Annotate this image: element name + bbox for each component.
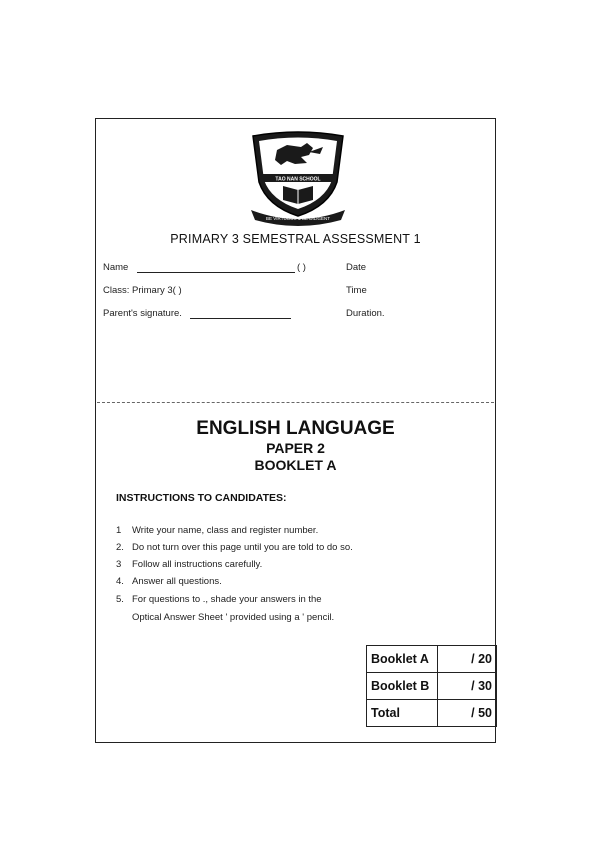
- class-label: Class: Primary 3( ): [103, 285, 182, 296]
- instruction-number: 1: [116, 525, 122, 536]
- register-number-bracket: ( ): [297, 262, 306, 273]
- instructions-heading: INSTRUCTIONS TO CANDIDATES:: [116, 492, 287, 504]
- instruction-number: 2.: [116, 542, 124, 553]
- subject-title: ENGLISH LANGUAGE: [196, 418, 395, 439]
- score-value: / 50: [438, 700, 497, 727]
- instruction-number: 5.: [116, 594, 124, 605]
- instruction-item: [116, 576, 222, 587]
- instruction-item: [116, 542, 353, 553]
- duration-label: Duration.: [346, 308, 385, 319]
- instruction-item: [116, 612, 334, 623]
- booklet-label: BOOKLET A: [254, 457, 337, 473]
- date-label: Date: [346, 262, 367, 273]
- svg-text:TAO NAN SCHOOL: TAO NAN SCHOOL: [275, 176, 321, 183]
- score-value: / 20: [438, 646, 497, 673]
- instruction-number: 3: [116, 559, 122, 570]
- instruction-item: [116, 525, 318, 536]
- svg-text:BE VIRTUOUS & BE DILIGENT: BE VIRTUOUS & BE DILIGENT: [266, 216, 330, 221]
- assessment-title: PRIMARY 3 SEMESTRAL ASSESSMENT 1: [170, 232, 421, 246]
- signature-line[interactable]: [190, 318, 291, 319]
- instruction-number: 4.: [116, 576, 124, 587]
- instruction-item: [116, 594, 322, 605]
- score-table: [366, 645, 497, 727]
- instruction-text: Do not turn over this page until you are told to do so.: [132, 542, 353, 553]
- school-crest-logo: [247, 128, 349, 228]
- time-label: Time: [346, 285, 367, 296]
- name-label: Name: [103, 262, 129, 273]
- paper-number: PAPER 2: [266, 440, 325, 456]
- table-row: [367, 673, 497, 700]
- instruction-text: Write your name, class and register number.: [132, 525, 319, 536]
- instruction-text: Optical Answer Sheet ' provided using a ' pencil.: [132, 612, 335, 623]
- table-row: [367, 700, 497, 727]
- parent-signature-label: Parent's signature.: [103, 308, 182, 319]
- instruction-text: Answer all questions.: [132, 576, 222, 587]
- instruction-item: [116, 559, 262, 570]
- section-divider: [97, 402, 494, 403]
- instruction-text: Follow all instructions carefully.: [132, 559, 263, 570]
- name-line[interactable]: [137, 272, 295, 273]
- score-label: Booklet A: [367, 646, 438, 673]
- instruction-text: For questions to ., shade your answers in the: [132, 594, 322, 605]
- table-row: [367, 646, 497, 673]
- score-label: Total: [367, 700, 438, 727]
- score-value: / 30: [438, 673, 497, 700]
- score-label: Booklet B: [367, 673, 438, 700]
